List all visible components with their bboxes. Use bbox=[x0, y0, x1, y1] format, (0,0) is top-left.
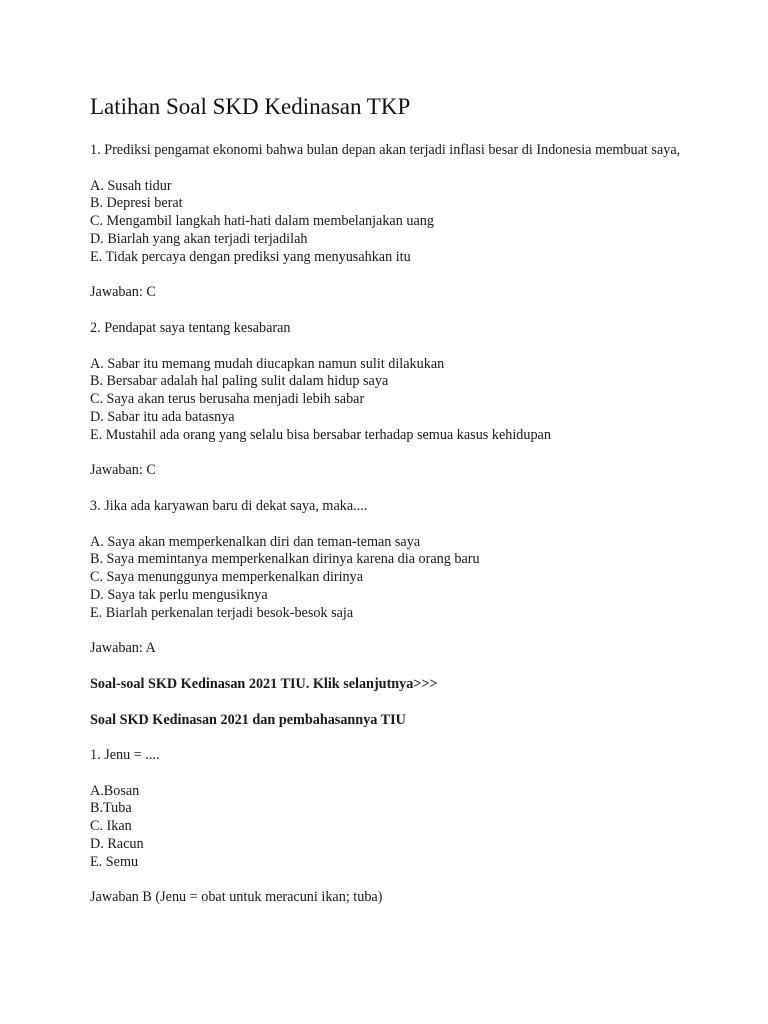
question-3-options bbox=[90, 534, 690, 623]
option-b: B.Tuba bbox=[90, 800, 132, 817]
option-c: C. Saya menunggunya memperkenalkan dirinya bbox=[90, 569, 364, 586]
option-e: E. Tidak percaya dengan prediksi yang menyusahkan itu bbox=[90, 248, 411, 265]
option-d: D. Saya tak perlu mengusiknya bbox=[90, 586, 268, 603]
option-d: D. Racun bbox=[90, 836, 144, 853]
option-e: E. Biarlah perkenalan terjadi besok-besok saja bbox=[90, 604, 354, 621]
option-c: C. Mengambil langkah hati-hati dalam membelanjakan uang bbox=[90, 213, 434, 230]
option-a: A. Saya akan memperkenalkan diri dan teman-teman saya bbox=[90, 533, 421, 550]
option-a: A.Bosan bbox=[90, 782, 140, 799]
next-page-link[interactable]: Soal-soal SKD Kedinasan 2021 TIU. Klik selanjutnya>>> bbox=[90, 675, 438, 692]
section-heading: Soal SKD Kedinasan 2021 dan pembahasannya TIU bbox=[90, 711, 406, 728]
question-1-options bbox=[90, 178, 690, 267]
question-2-answer: Jawaban: C bbox=[90, 462, 156, 479]
question-2-text: 2. Pendapat saya tentang kesabaran bbox=[90, 319, 291, 336]
option-b: B. Saya memintanya memperkenalkan dirinya karena dia orang baru bbox=[90, 551, 480, 568]
tiu-question-1-answer: Jawaban B (Jenu = obat untuk meracuni ikan; tuba) bbox=[90, 889, 383, 906]
tiu-question-1-text: 1. Jenu = .... bbox=[90, 747, 160, 764]
page-title: Latihan Soal SKD Kedinasan TKP bbox=[90, 94, 411, 119]
option-b: B. Depresi berat bbox=[90, 195, 183, 212]
option-a: A. Sabar itu memang mudah diucapkan namun sulit dilakukan bbox=[90, 355, 445, 372]
question-1-text: 1. Prediksi pengamat ekonomi bahwa bulan depan akan terjadi inflasi besar di Indonesia membuat saya, bbox=[90, 142, 681, 158]
question-2-options bbox=[90, 356, 690, 445]
question-3-answer: Jawaban: A bbox=[90, 640, 156, 657]
option-e: E. Mustahil ada orang yang selalu bisa bersabar terhadap semua kasus kehidupan bbox=[90, 426, 551, 443]
option-b: B. Bersabar adalah hal paling sulit dalam hidup saya bbox=[90, 373, 389, 390]
question-1-answer: Jawaban: C bbox=[90, 284, 156, 301]
option-e: E. Semu bbox=[90, 853, 139, 870]
document-page bbox=[90, 92, 690, 925]
option-a: A. Susah tidur bbox=[90, 177, 172, 194]
option-d: D. Biarlah yang akan terjadi terjadilah bbox=[90, 230, 308, 247]
option-c: C. Saya akan terus berusaha menjadi lebih sabar bbox=[90, 391, 365, 408]
tiu-question-1-options bbox=[90, 783, 690, 872]
option-d: D. Sabar itu ada batasnya bbox=[90, 408, 235, 425]
question-3-text: 3. Jika ada karyawan baru di dekat saya, maka.... bbox=[90, 497, 368, 514]
option-c: C. Ikan bbox=[90, 818, 132, 835]
